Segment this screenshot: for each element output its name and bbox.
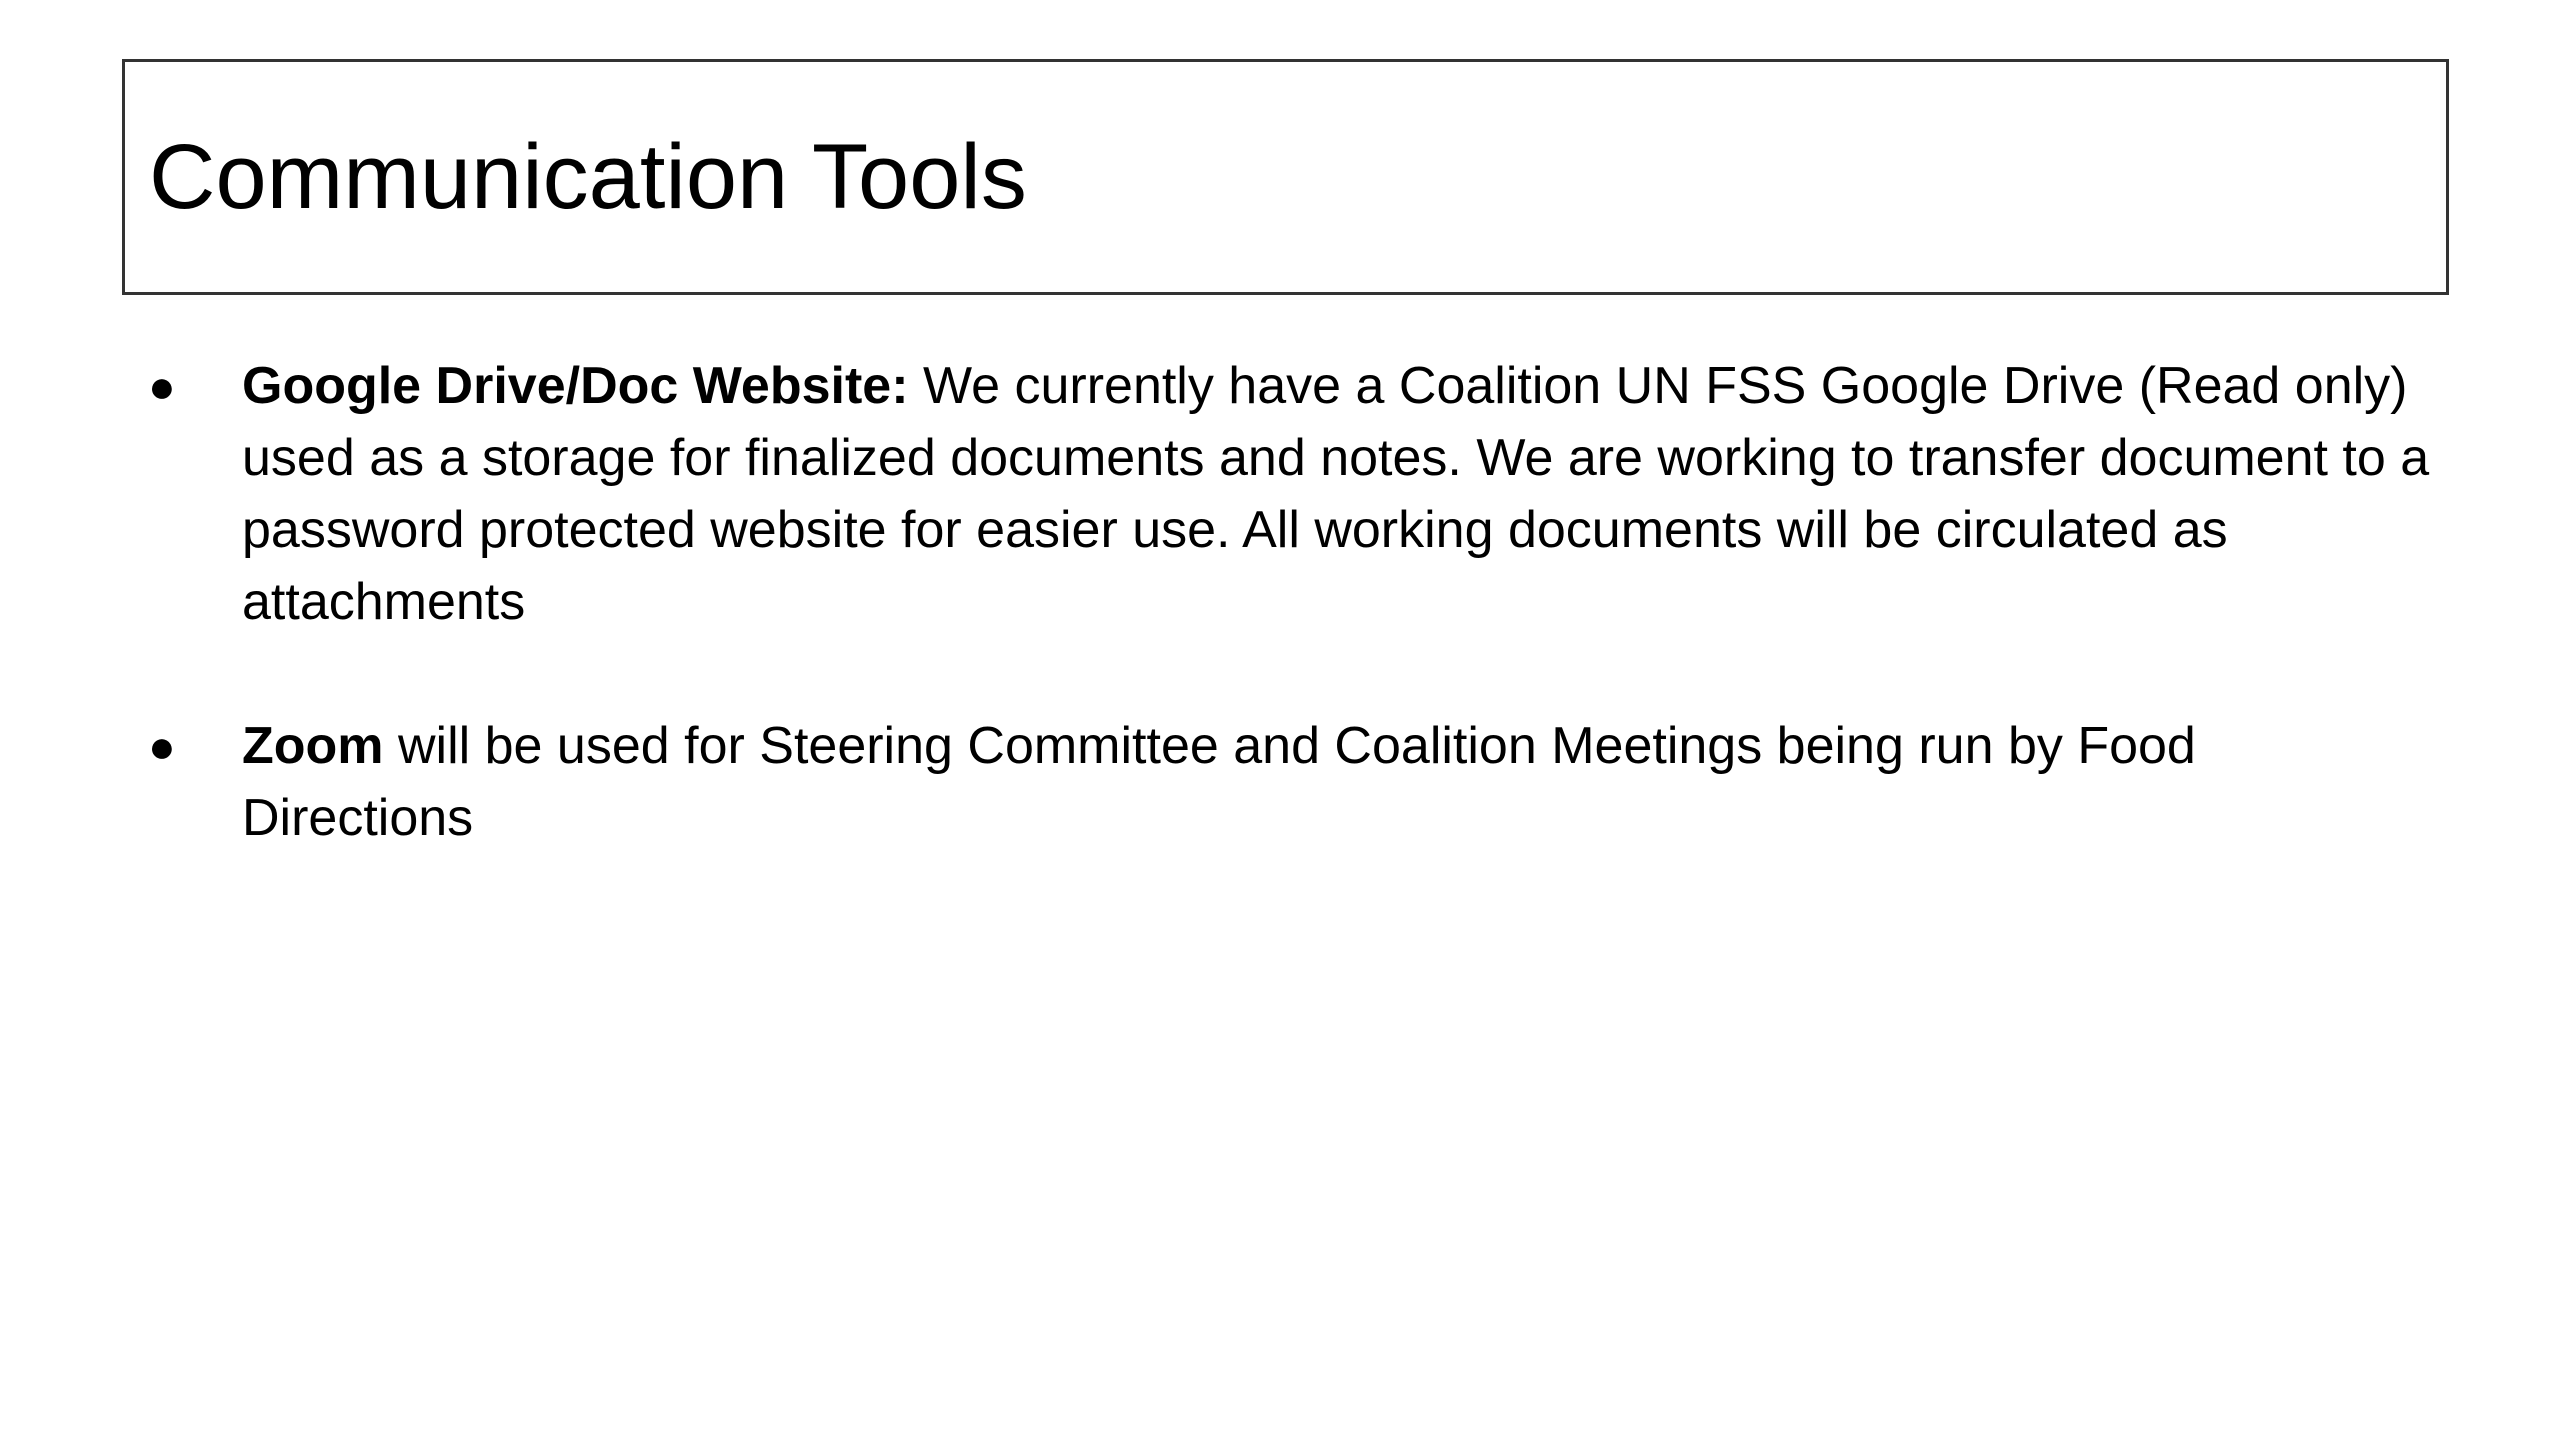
slide-title: Communication Tools	[149, 126, 1027, 228]
bullet-list	[140, 350, 2440, 854]
bullet-text	[242, 710, 2440, 854]
bullet-item-google-drive	[140, 350, 2440, 638]
bullet-icon: ●	[148, 720, 176, 772]
title-box	[122, 59, 2449, 295]
bullet-item-zoom	[140, 710, 2440, 854]
bullet-body-zoom: will be used for Steering Committee and Coalition Meetings being run by Food Directions	[242, 717, 2196, 847]
bullet-lead-zoom: Zoom	[242, 717, 384, 775]
bullet-text	[242, 350, 2440, 638]
bullet-body-google-drive: We currently have a Coalition UN FSS Google Drive (Read only) used as a storage for finalized documents and notes. We are working to transfer document to a password protected website for easier use. All working documents will be circulated as attachments	[242, 357, 2430, 631]
bullet-icon: ●	[148, 360, 176, 412]
bullet-lead-google-drive: Google Drive/Doc Website:	[242, 357, 909, 415]
